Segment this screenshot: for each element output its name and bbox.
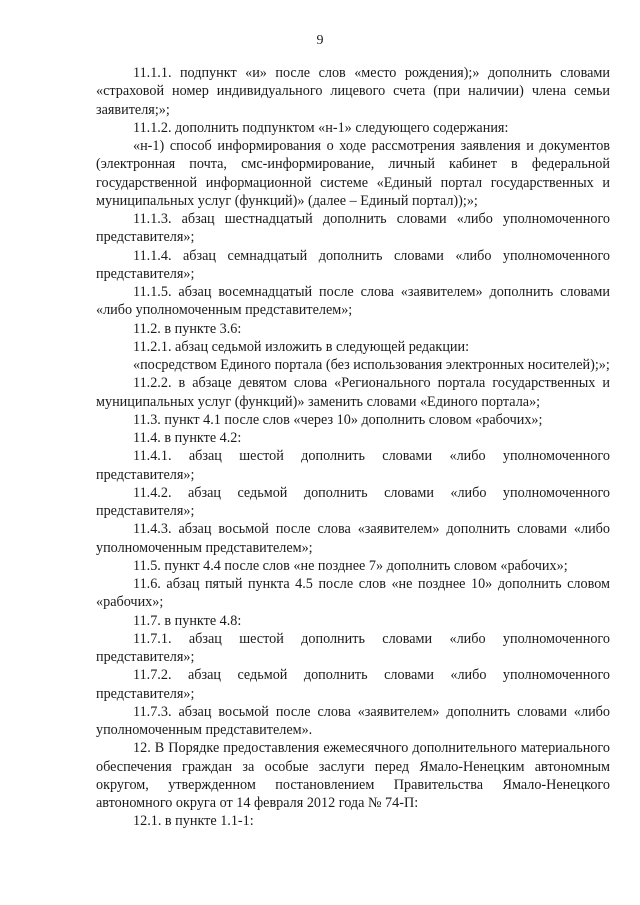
- paragraph-11-2-1-text: «посредством Единого портала (без использования электронных носителей);»;: [133, 357, 610, 373]
- paragraph-11-1-3: 11.1.3. абзац шестнадцатый дополнить словами «либо уполномоченного представителя»;: [96, 211, 610, 246]
- paragraph-11-2-2: 11.2.2. в абзаце девятом слова «Регионального портала государственных и муниципальных услуг (функций)» заменить словами «Единого портала»;: [96, 375, 610, 410]
- paragraph-11-2: 11.2. в пункте 3.6:: [133, 320, 242, 337]
- paragraph-11-6: 11.6. абзац пятый пункта 4.5 после слов «не позднее 10» дополнить словом «рабочих»;: [96, 576, 610, 611]
- paragraph-11-1-5: 11.1.5. абзац восемнадцатый после слова «заявителем» дополнить словами «либо уполномоченным представителем»;: [96, 284, 610, 319]
- paragraph-11-7-3: 11.7.3. абзац восьмой после слова «заявителем» дополнить словами «либо уполномоченным представителем».: [96, 703, 610, 738]
- paragraph-11-1-2: 11.1.2. дополнить подпунктом «н-1» следующего содержания:: [133, 119, 509, 136]
- paragraph-11-4-2: 11.4.2. абзац седьмой дополнить словами «либо уполномоченного представителя»;: [96, 484, 610, 519]
- paragraph-11-5: 11.5. пункт 4.4 после слов «не позднее 7» дополнить словом «рабочих»;: [133, 557, 568, 574]
- paragraph-11-4: 11.4. в пункте 4.2:: [133, 430, 242, 446]
- paragraph-11-1-1: 11.1.1. подпункт «и» после слов «место рождения);» дополнить словами «страховой номер индивидуального лицевого счета (при наличии) члена семьи заявителя;»;: [96, 65, 610, 118]
- paragraph-n1-text: «н-1) способ информирования о ходе рассмотрения заявления и документов (электронная почта, смс-информирование, личный кабинет в федеральной государственной информационной системе «Единый портал государственных и муниципальных услуг (функций)» (далее – Единый портал));»;: [96, 138, 610, 209]
- paragraph-11-7-1: 11.7.1. абзац шестой дополнить словами «либо уполномоченного представителя»;: [96, 630, 610, 665]
- paragraph-12: 12. В Порядке предоставления ежемесячного дополнительного материального обеспечения граждан за особые заслуги перед Ямало-Ненецким автономным округом, утвержденном постановлением Правительства Ямало-Ненецкого автономного округа от 14 февраля 2012 года № 74-П:: [96, 740, 610, 811]
- paragraph-11-2-1: 11.2.1. абзац седьмой изложить в следующей редакции:: [133, 338, 470, 355]
- paragraph-11-1-4: 11.1.4. абзац семнадцатый дополнить словами «либо уполномоченного представителя»;: [96, 247, 610, 282]
- page-number: 9: [316, 33, 324, 48]
- paragraph-11-7: 11.7. в пункте 4.8:: [133, 612, 242, 629]
- paragraph-12-1: 12.1. в пункте 1.1-1:: [133, 813, 254, 830]
- document-body: [96, 64, 610, 831]
- paragraph-11-3: 11.3. пункт 4.1 после слов «через 10» дополнить словом «рабочих»;: [133, 411, 543, 428]
- paragraph-11-4-3: 11.4.3. абзац восьмой после слова «заявителем» дополнить словами «либо уполномоченным представителем»;: [96, 521, 610, 556]
- paragraph-11-7-2: 11.7.2. абзац седьмой дополнить словами «либо уполномоченного представителя»;: [96, 667, 610, 702]
- paragraph-11-4-1: 11.4.1. абзац шестой дополнить словами «либо уполномоченного представителя»;: [96, 448, 610, 483]
